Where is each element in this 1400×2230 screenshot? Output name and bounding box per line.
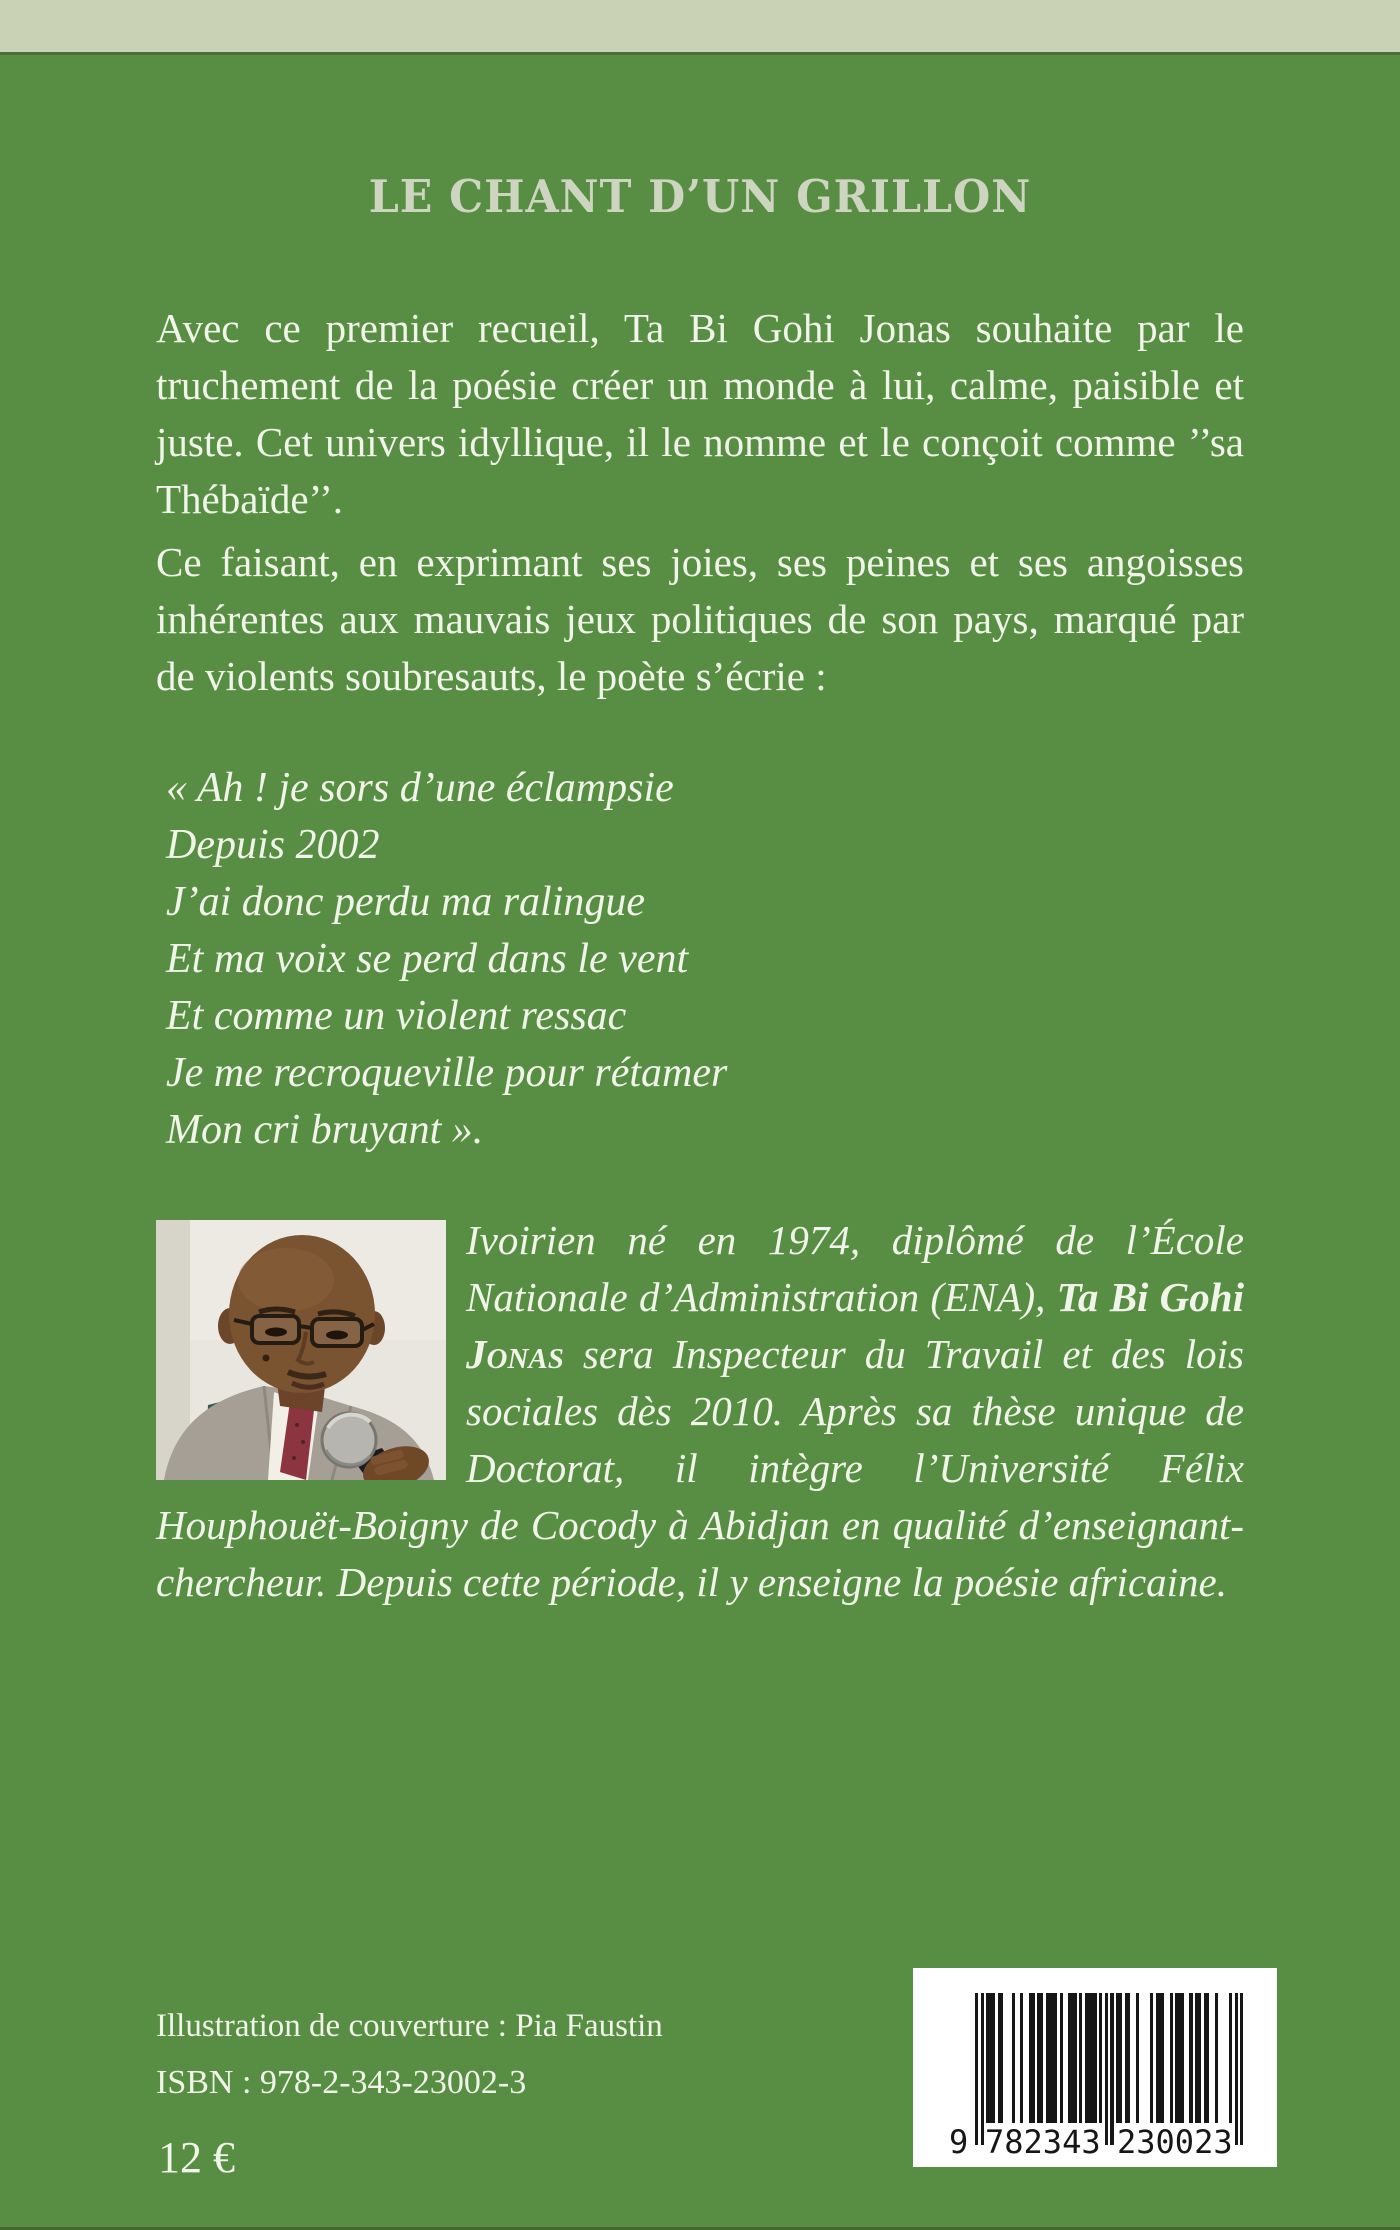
cover-illustration-credit: Illustration de couverture : Pia Faustin <box>156 2008 663 2044</box>
poem-line: J’ai donc perdu ma ralingue <box>166 879 646 925</box>
author-name-bold: Ta Bi Gohi <box>1056 1274 1244 1320</box>
poem-line: Je me recroqueville pour rétamer <box>166 1050 728 1096</box>
poem-excerpt <box>166 760 727 1159</box>
bio-text: sera Inspecteur du Travail et des lois sociales dès 2010. Après sa thèse unique de Doctorat, il intègre l’Université Félix Houphouët-Boigny de Cocody à Abidjan en qualité d’enseignant-chercheur. Depuis cette période, il y enseigne la poésie africaine. <box>156 1331 1244 1605</box>
poem-line: « Ah ! je sors d’une éclampsie <box>166 765 674 811</box>
poem-line: Mon cri bruyant ». <box>166 1107 484 1153</box>
cover-top-band <box>0 0 1400 52</box>
synopsis <box>156 300 1244 705</box>
author-bio <box>156 1212 1244 1611</box>
author-photo <box>156 1220 446 1480</box>
poem-line: Et comme un violent ressac <box>166 993 627 1039</box>
isbn-text: ISBN : 978-2-343-23002-3 <box>156 2064 527 2101</box>
barcode-digit-group: 230023 <box>1117 2123 1233 2161</box>
book-title: LE CHANT D’UN GRILLON <box>368 170 1032 223</box>
barcode-digit-group: 782343 <box>985 2123 1101 2161</box>
poem-line: Depuis 2002 <box>166 822 380 868</box>
author-surname-smallcaps: Jonas <box>466 1331 564 1377</box>
bio-text: Ivoirien né en 1974, diplômé de l’École Nationale d’Administration (ENA), <box>466 1217 1244 1320</box>
top-band-divider <box>0 52 1400 55</box>
barcode <box>913 1968 1277 2167</box>
synopsis-paragraph-2: Ce faisant, en exprimant ses joies, ses peines et ses angoisses inhérentes aux mauvais jeux politiques de son pays, marqué par de violents soubresauts, le poète s’écrie : <box>156 539 1244 699</box>
barcode-digit-group: 9 <box>949 2123 969 2161</box>
poem-line: Et ma voix se perd dans le vent <box>166 936 689 982</box>
price-text: 12 € <box>158 2133 235 2182</box>
synopsis-paragraph-1: Avec ce premier recueil, Ta Bi Gohi Jonas souhaite par le truchement de la poésie créer un monde à lui, calme, paisible et juste. Cet univers idyllique, il le nomme et le conçoit comme ’’sa Thébaïde’’. <box>156 305 1244 522</box>
